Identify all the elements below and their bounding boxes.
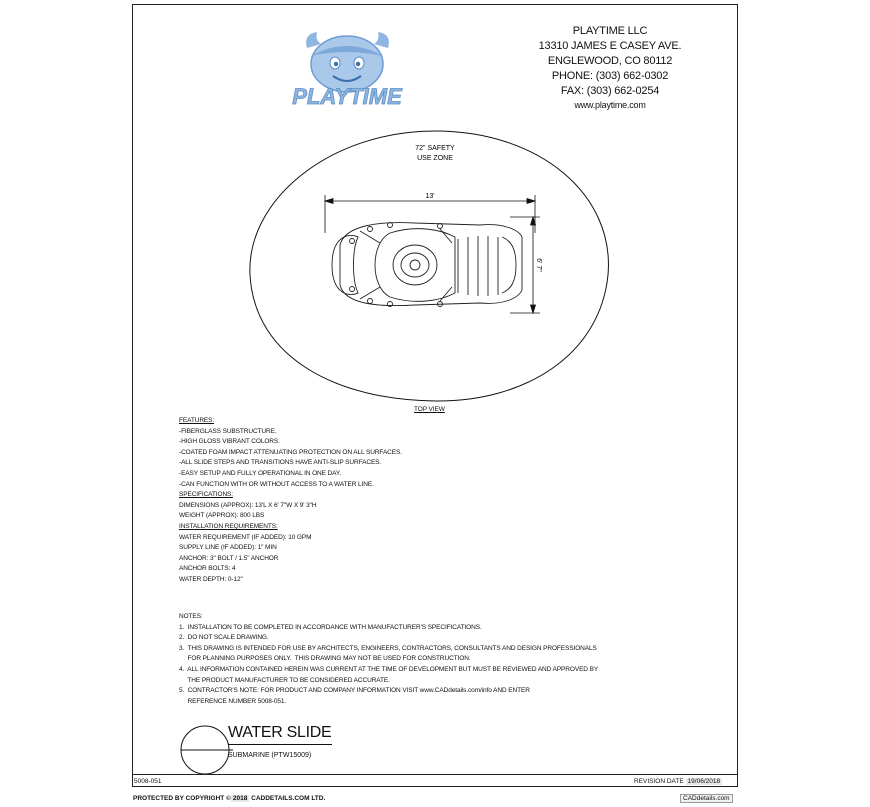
features-heading: FEATURES: <box>179 417 215 424</box>
width-dimension-label: 6' 7" <box>535 258 542 272</box>
submarine-slide-top-view <box>332 223 522 307</box>
company-website: www.playtime.com <box>574 100 646 110</box>
copyright-year: 2018 <box>232 795 248 802</box>
feature-item: -EASY SETUP AND FULLY OPERATIONAL IN ONE DAY. <box>179 469 342 477</box>
specifications-heading: SPECIFICATIONS: <box>179 491 233 499</box>
copyright-suffix: CADDETAILS.COM LTD. <box>249 795 326 802</box>
logo-face <box>306 32 389 92</box>
company-fax: FAX: (303) 662-0254 <box>560 85 660 97</box>
feature-item: -HIGH GLOSS VIBRANT COLORS. <box>179 438 280 446</box>
company-address-line2: ENGLEWOOD, CO 80112 <box>547 55 673 67</box>
caddetails-watermark[interactable]: CADdetails.com <box>680 794 733 803</box>
feature-item: -FIBERGLASS SUBSTRUCTURE. <box>179 427 277 435</box>
length-dimension <box>325 195 535 233</box>
feature-item: -CAN FUNCTION WITH OR WITHOUT ACCESS TO A WATER LINE. <box>179 480 374 488</box>
note-line: REFERENCE NUMBER 5008-051. <box>179 697 287 705</box>
safety-zone-label-line1: 72" SAFETY <box>415 145 455 152</box>
title-symbol <box>177 724 233 776</box>
drawing-subtitle: SUBMARINE (PTW15009) <box>228 752 312 759</box>
installation-item: ANCHOR: 3" BOLT / 1.5" ANCHOR <box>179 554 279 562</box>
title-underline <box>228 744 332 745</box>
company-name: PLAYTIME LLC <box>572 25 648 37</box>
note-line: 2. DO NOT SCALE DRAWING. <box>179 634 269 642</box>
company-info <box>520 24 700 112</box>
features-section <box>179 416 402 586</box>
sheet-footer-divider <box>132 774 738 775</box>
revision-date <box>634 778 722 785</box>
installation-item: WATER DEPTH: 0-12" <box>179 575 243 583</box>
copyright-prefix: PROTECTED BY COPYRIGHT © <box>133 795 231 802</box>
installation-heading: INSTALLATION REQUIREMENTS: <box>179 522 278 530</box>
note-line: THE PRODUCT MANUFACTURER TO BE CONSIDERED ACCURATE. <box>179 676 390 684</box>
installation-item: WATER REQUIREMENT (IF ADDED): 10 GPM <box>179 533 312 541</box>
installation-item: SUPPLY LINE (IF ADDED): 1" MIN <box>179 544 277 552</box>
copyright-notice <box>133 795 325 802</box>
specification-item: DIMENSIONS (APPROX): 13'L X 6' 7"W X 9' 3"H <box>179 501 317 509</box>
notes-section <box>179 612 598 707</box>
drawing-title: WATER SLIDE <box>228 724 332 741</box>
view-label: TOP VIEW <box>414 406 445 413</box>
notes-heading: NOTES: <box>179 613 203 620</box>
revision-date-label: REVISION DATE <box>634 778 684 785</box>
feature-item: -COATED FOAM IMPACT ATTENUATING PROTECTION ON ALL SURFACES. <box>179 448 402 456</box>
playtime-logo <box>285 26 410 112</box>
revision-date-value: 19/06/2018 <box>687 778 721 785</box>
note-line: FOR PLANNING PURPOSES ONLY. THIS DRAWING MAY NOT BE USED FOR CONSTRUCTION. <box>179 655 471 663</box>
logo-wordmark: PLAYTIME <box>292 84 402 109</box>
note-line: 1. INSTALLATION TO BE COMPLETED IN ACCORDANCE WITH MANUFACTURER'S SPECIFICATIONS. <box>179 623 482 631</box>
safety-zone-label-line2: USE ZONE <box>417 155 453 162</box>
top-view-drawing <box>240 125 630 415</box>
note-line: 3. THIS DRAWING IS INTENDED FOR USE BY ARCHITECTS, ENGINEERS, CONTRACTORS, CONSULTANTS AND DESIGN PROFESSIONALS <box>179 644 597 652</box>
reference-number: 5008-051 <box>134 778 162 785</box>
company-phone: PHONE: (303) 662-0302 <box>551 70 669 82</box>
feature-item: -ALL SLIDE STEPS AND TRANSITIONS HAVE ANTI-SLIP SURFACES. <box>179 459 382 467</box>
length-dimension-label: 13' <box>425 193 435 200</box>
specification-item: WEIGHT (APPROX): 800 LBS <box>179 512 265 520</box>
note-line: 4. ALL INFORMATION CONTAINED HEREIN WAS CURRENT AT THE TIME OF DEVELOPMENT BUT MUST BE REVIEWED AND APPROVED BY <box>179 665 599 673</box>
note-line: 5. CONTRACTOR'S NOTE: FOR PRODUCT AND COMPANY INFORMATION VISIT www.CADdetails.com/info AND ENTER <box>179 687 530 695</box>
installation-item: ANCHOR BOLTS: 4 <box>179 565 236 573</box>
company-address-line1: 13310 JAMES E CASEY AVE. <box>538 40 682 52</box>
